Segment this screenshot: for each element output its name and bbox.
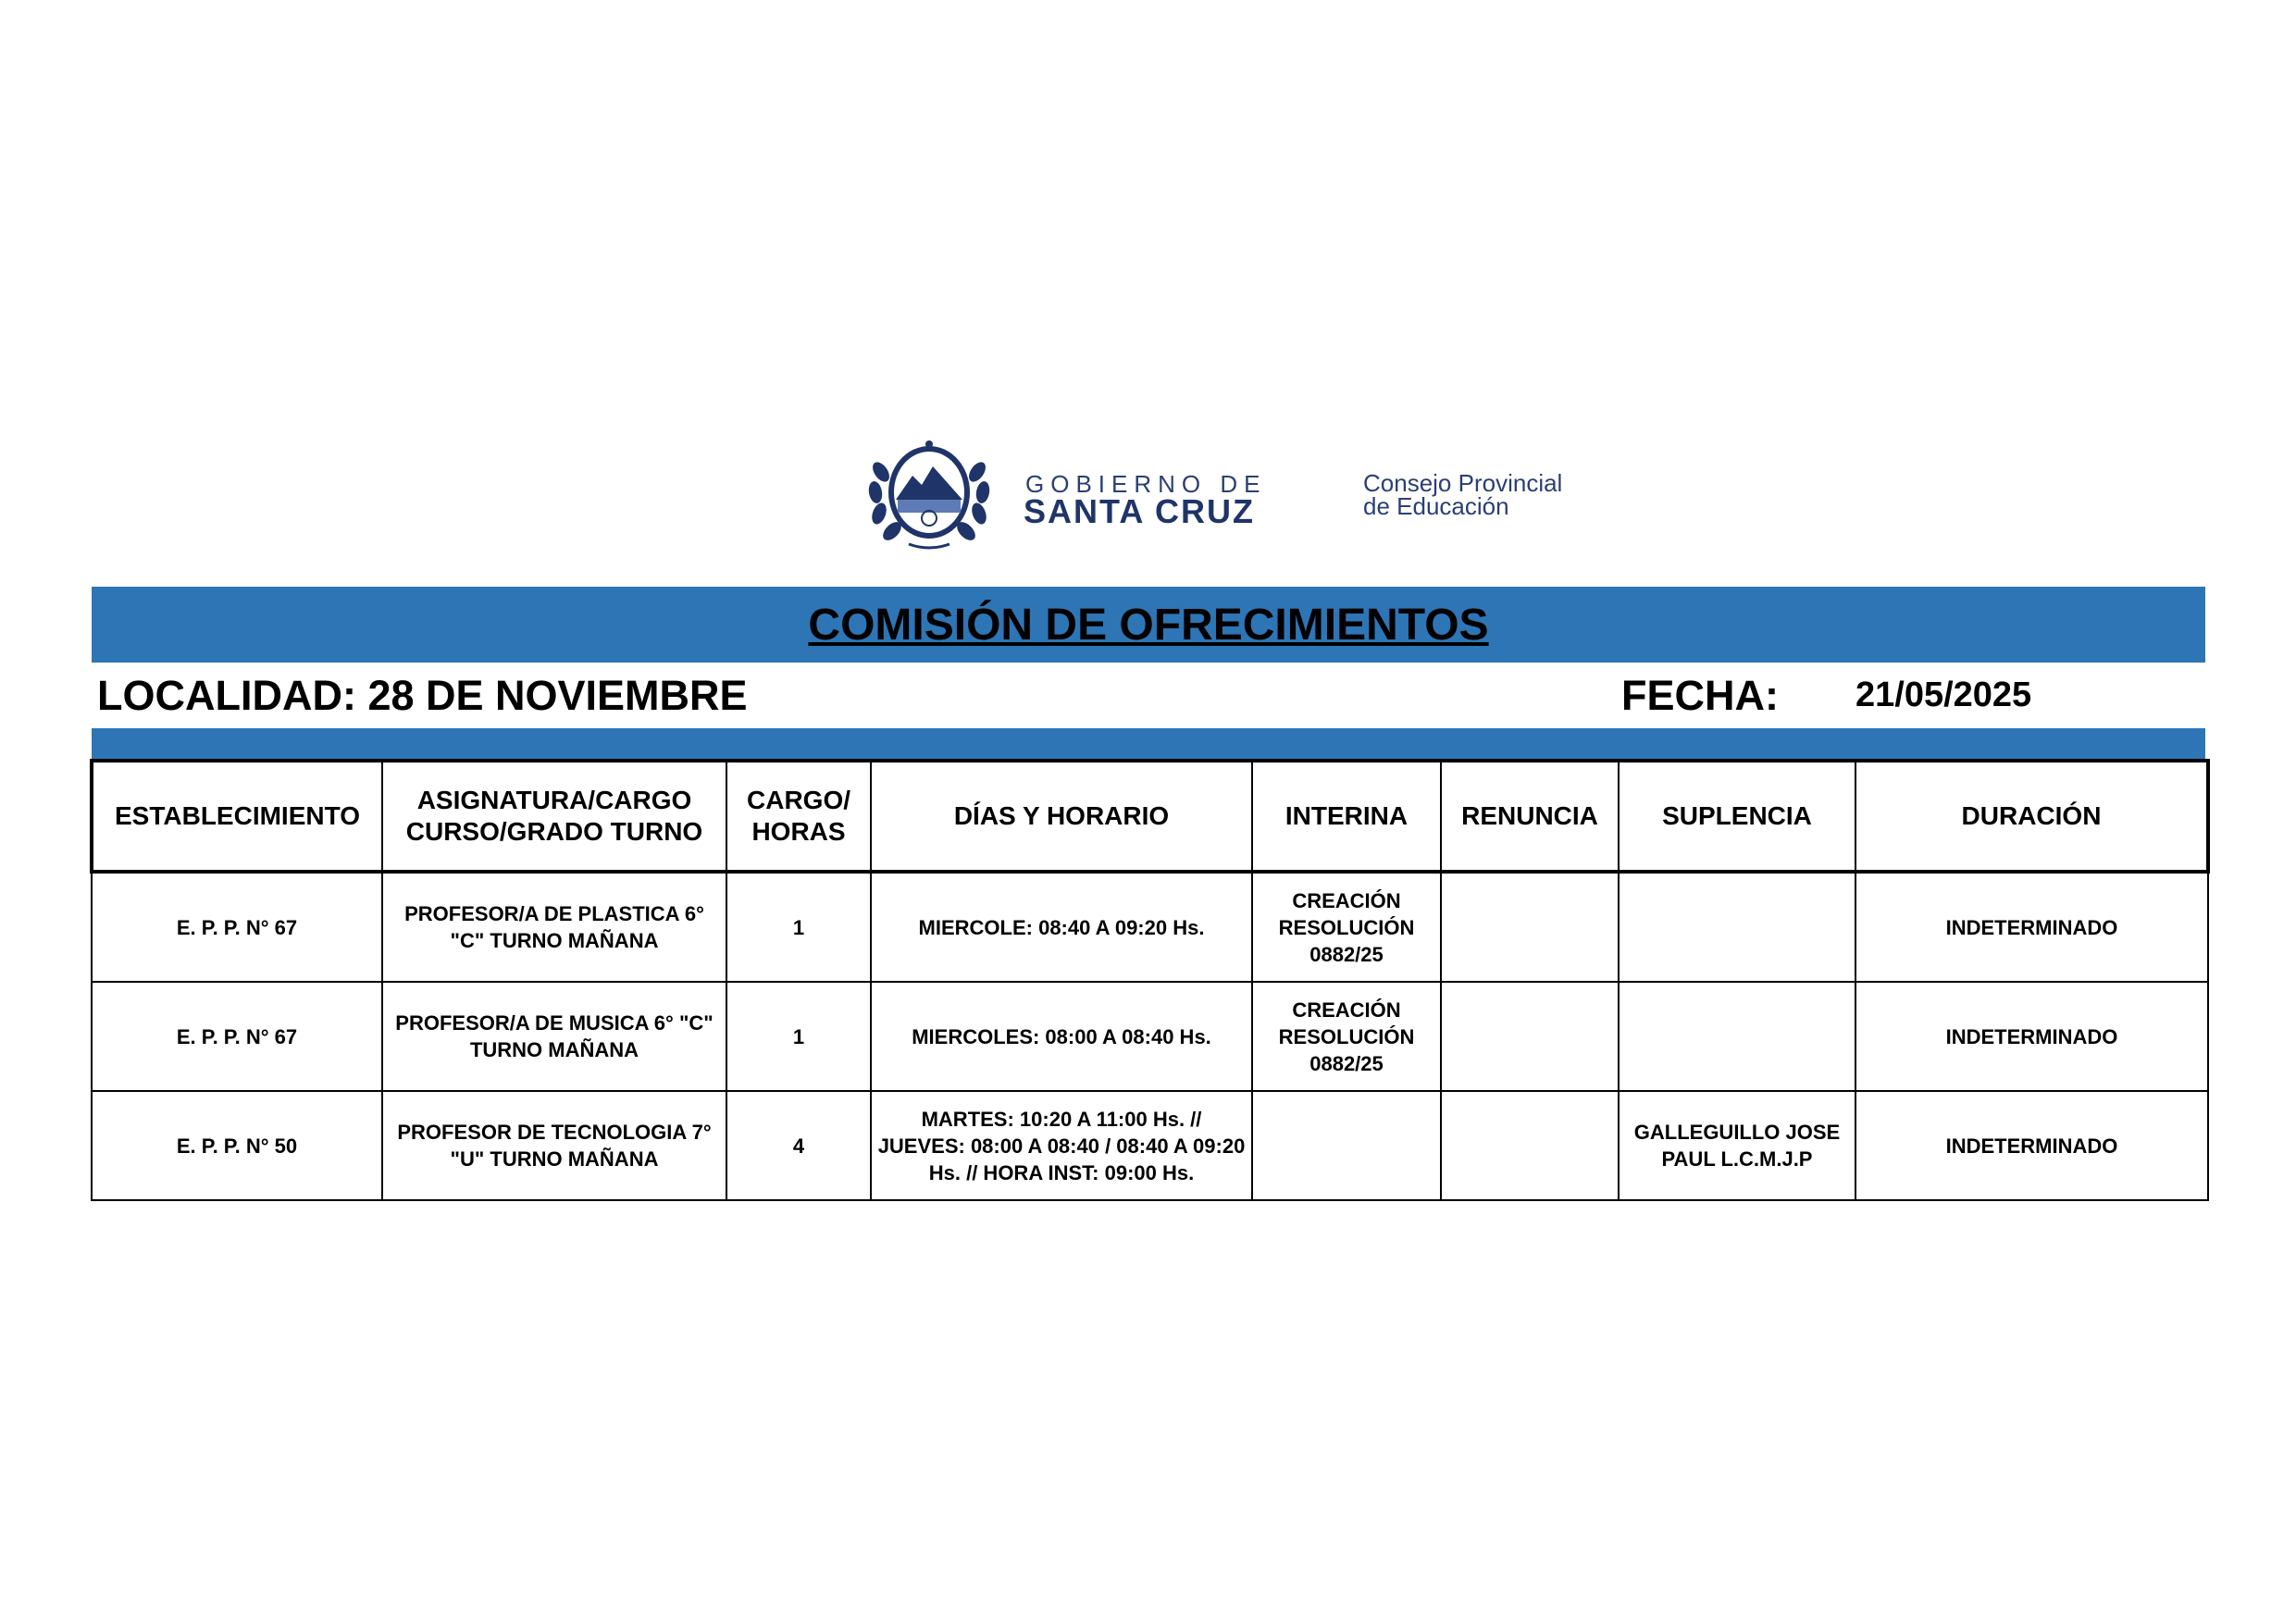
cell-interina: CREACIÓN RESOLUCIÓN 0882/25 xyxy=(1252,982,1441,1091)
col-header-establecimiento: ESTABLECIMIENTO xyxy=(92,761,382,872)
table-row xyxy=(92,982,2208,1091)
cell-establecimiento: E. P. P. N° 67 xyxy=(92,872,382,982)
council-name xyxy=(1363,469,1563,520)
col-header-interina: INTERINA xyxy=(1252,761,1441,872)
col-header-dias-horario: DÍAS Y HORARIO xyxy=(871,761,1252,872)
cell-cargo-horas: 4 xyxy=(726,1091,871,1200)
col-header-suplencia: SUPLENCIA xyxy=(1619,761,1855,872)
cell-duracion: INDETERMINADO xyxy=(1855,872,2208,982)
table-header-row xyxy=(92,761,2208,872)
separator-band xyxy=(92,728,2205,759)
cell-duracion: INDETERMINADO xyxy=(1855,1091,2208,1200)
cell-dias-horario: MIERCOLE: 08:40 A 09:20 Hs. xyxy=(871,872,1252,982)
cell-suplencia xyxy=(1619,872,1855,982)
col-header-cargo-horas: CARGO/ HORAS xyxy=(726,761,871,872)
council-name-line1: Consejo Provincial xyxy=(1363,469,1563,497)
col-header-renuncia: RENUNCIA xyxy=(1441,761,1619,872)
cell-cargo-horas: 1 xyxy=(726,872,871,982)
cell-suplencia: GALLEGUILLO JOSE PAUL L.C.M.J.P xyxy=(1619,1091,1855,1200)
page-title: COMISIÓN DE OFRECIMIENTOS xyxy=(808,601,1489,650)
cell-suplencia xyxy=(1619,982,1855,1091)
cell-dias-horario: MIERCOLES: 08:00 A 08:40 Hs. xyxy=(871,982,1252,1091)
council-name-line2: de Educación xyxy=(1363,492,1509,520)
cell-establecimiento: E. P. P. N° 67 xyxy=(92,982,382,1091)
cell-renuncia xyxy=(1441,982,1619,1091)
localidad-text: LOCALIDAD: 28 DE NOVIEMBRE xyxy=(97,672,748,719)
government-name-top: GOBIERNO DE xyxy=(1025,470,1267,498)
cell-asignatura: PROFESOR/A DE MUSICA 6° "C" TURNO MAÑANA xyxy=(382,982,726,1091)
cell-renuncia xyxy=(1441,872,1619,982)
provincial-seal-icon xyxy=(868,435,990,553)
cell-renuncia xyxy=(1441,1091,1619,1200)
col-header-asignatura: ASIGNATURA/CARGO CURSO/GRADO TURNO xyxy=(382,761,726,872)
cell-dias-horario: MARTES: 10:20 A 11:00 Hs. // JUEVES: 08:00 A 08:40 / 08:40 A 09:20 Hs. // HORA INST: 09:00 Hs. xyxy=(871,1091,1252,1200)
cell-asignatura: PROFESOR/A DE PLASTICA 6° "C" TURNO MAÑANA xyxy=(382,872,726,982)
fecha-label: FECHA: xyxy=(1621,672,1779,719)
cell-cargo-horas: 1 xyxy=(726,982,871,1091)
cell-interina: CREACIÓN RESOLUCIÓN 0882/25 xyxy=(1252,872,1441,982)
title-band xyxy=(92,587,2205,663)
cell-duracion: INDETERMINADO xyxy=(1855,982,2208,1091)
cell-asignatura: PROFESOR DE TECNOLOGIA 7° "U" TURNO MAÑANA xyxy=(382,1091,726,1200)
fecha-value: 21/05/2025 xyxy=(1855,676,2032,714)
cell-establecimiento: E. P. P. N° 50 xyxy=(92,1091,382,1200)
table-row xyxy=(92,1091,2208,1200)
col-header-duracion: DURACIÓN xyxy=(1855,761,2208,872)
cell-interina xyxy=(1252,1091,1441,1200)
header-logo xyxy=(868,435,1655,555)
table-row xyxy=(92,872,2208,982)
offers-table xyxy=(90,759,2210,1201)
government-name-bottom: SANTA CRUZ xyxy=(1024,492,1255,530)
